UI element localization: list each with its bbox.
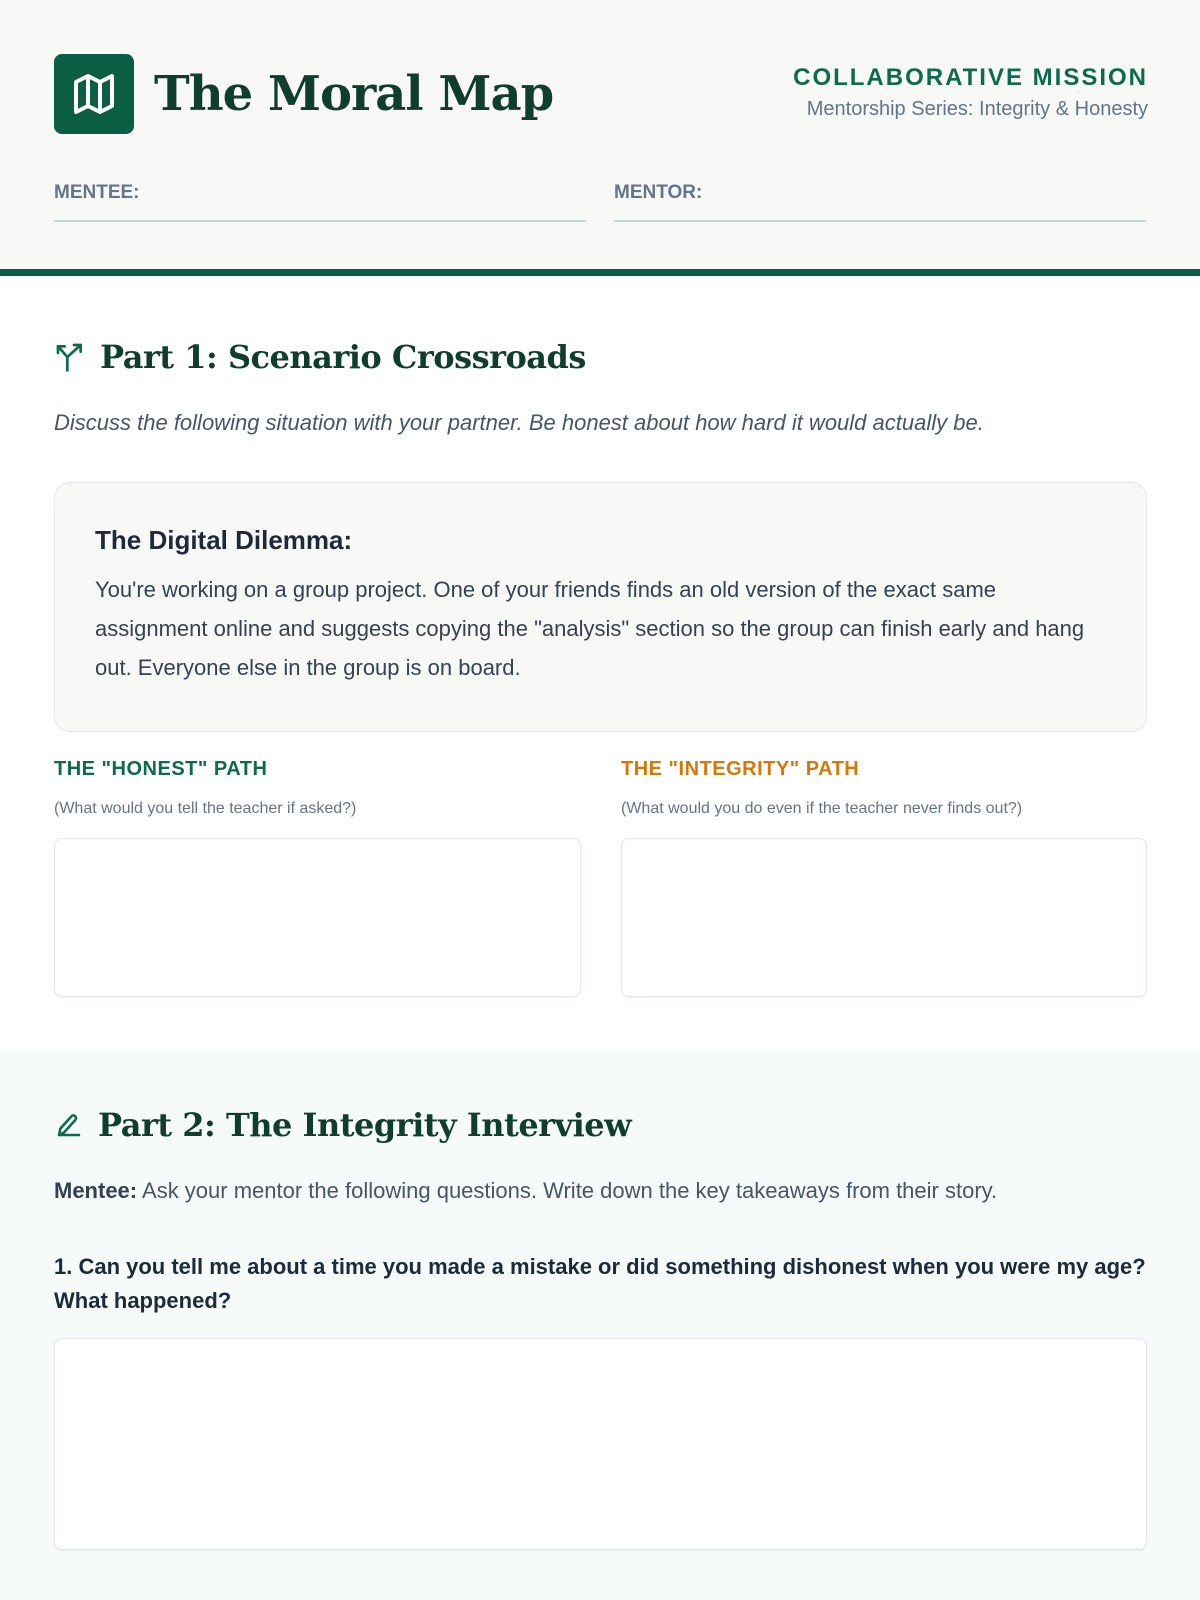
part2-instruction [54, 1178, 997, 1204]
pen-icon [54, 1108, 84, 1142]
mentor-label: MENTOR: [614, 182, 703, 203]
part1-title: Part 1: Scenario Crossroads [100, 338, 586, 376]
mission-label: COLLABORATIVE MISSION [793, 64, 1148, 91]
honest-path-answer[interactable] [54, 838, 581, 997]
mentee-field [54, 178, 586, 222]
logo [54, 54, 134, 134]
page-header [0, 0, 1200, 276]
question-1: 1. Can you tell me about a time you made a mistake or did something dishonest when you were my age? What happened? [54, 1254, 1146, 1313]
mentee-label: MENTEE: [54, 182, 140, 203]
part2-instruction-text: Ask your mentor the following questions. Write down the key takeaways from their story. [137, 1178, 998, 1203]
split-arrow-icon [54, 340, 86, 374]
part1-heading [54, 338, 586, 376]
integrity-path-title: THE "INTEGRITY" PATH [621, 758, 860, 780]
integrity-path-subtitle: (What would you do even if the teacher never finds out?) [621, 800, 1023, 817]
honest-path-title: THE "HONEST" PATH [54, 758, 268, 780]
mentee-role-label: Mentee: [54, 1178, 138, 1203]
part2-title: Part 2: The Integrity Interview [98, 1106, 632, 1144]
integrity-path-answer[interactable] [621, 838, 1147, 997]
mentor-field [614, 178, 1146, 222]
part2-heading [54, 1106, 631, 1144]
map-icon [70, 70, 118, 118]
dilemma-title: The Digital Dilemma: [95, 525, 353, 555]
honest-path-subtitle: (What would you tell the teacher if asked?) [54, 800, 357, 817]
series-subtitle: Mentorship Series: Integrity & Honesty [806, 98, 1148, 120]
dilemma-body: You're working on a group project. One of your friends finds an old version of the exact same assignment online and suggests copying the "analysis" section so the group can finish early and hang out. Everyone else in the group is on board. [95, 577, 1085, 680]
mentee-input[interactable] [164, 178, 586, 220]
mentor-input[interactable] [724, 178, 1146, 220]
question-1-answer[interactable] [54, 1338, 1147, 1550]
part1-intro: Discuss the following situation with your partner. Be honest about how hard it would actually be. [54, 410, 984, 435]
dilemma-card [54, 482, 1147, 732]
app-title: The Moral Map [154, 66, 554, 122]
